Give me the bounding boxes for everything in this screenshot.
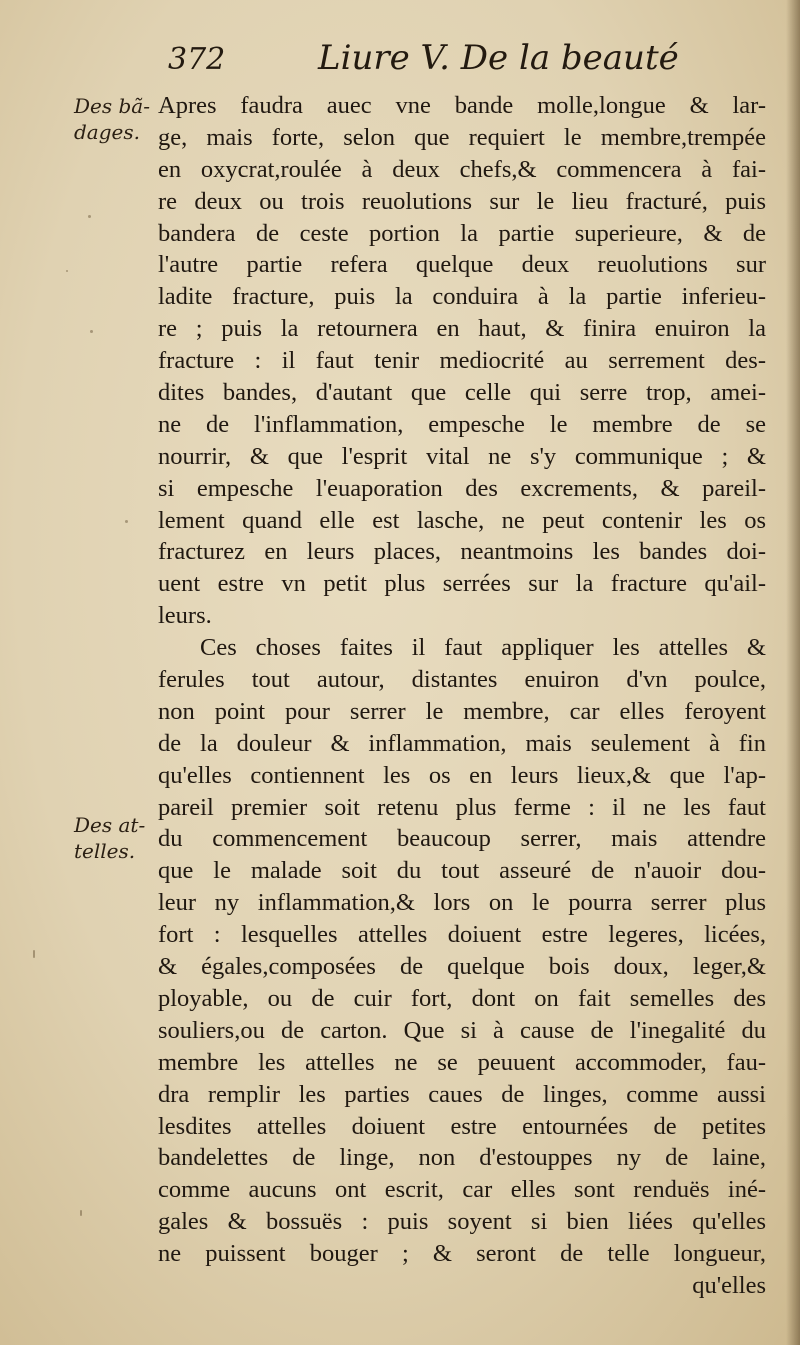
text-line: fracturez en leurs places, neantmoins les bandes doi- — [158, 538, 766, 566]
text-line: du commencement beaucoup serrer, mais attendre — [158, 825, 766, 853]
catchword: qu'elles — [692, 1271, 766, 1299]
text-line: qu'elles contiennent les os en leurs lieux,& que l'ap- — [158, 761, 766, 789]
text-line: pareil premier soit retenu plus ferme : il ne les faut — [158, 793, 766, 821]
text-line: re ; puis la retournera en haut, & finira enuiron la — [158, 315, 766, 343]
margin-note-bandages — [74, 93, 150, 145]
text-line: Apres faudra auec vne bande molle,longue & lar- — [158, 92, 766, 119]
paper-speck — [125, 520, 128, 523]
margin-note-line: telles. — [74, 839, 136, 863]
text-line: non point pour serrer le membre, car elles feroyent — [158, 697, 766, 725]
paper-speck — [80, 1210, 82, 1216]
text-line: bandera de ceste portion la partie superieure, & de — [158, 219, 766, 247]
text-line: en oxycrat,roulée à deux chefs,& commencera à fai- — [158, 155, 766, 183]
text-line: fracture : il faut tenir mediocrité au serrement des- — [158, 347, 766, 375]
text-line: dra remplir les parties caues de linges, comme aussi — [158, 1080, 766, 1108]
text-line: ladite fracture, puis la conduira à la partie inferieu- — [158, 283, 766, 311]
paper-speck — [33, 950, 35, 958]
body-text — [158, 90, 766, 1302]
paper-speck — [90, 330, 93, 333]
paper-speck — [88, 215, 91, 218]
text-line: souliers,ou de carton. Que si à cause de l'inegalité du — [158, 1016, 766, 1044]
margin-note-line: Des bã- — [74, 94, 150, 118]
text-line: si empesche l'euaporation des excrements, & pareil- — [158, 474, 766, 502]
text-line: & égales,composées de quelque bois doux, leger,& — [158, 953, 766, 981]
text-line: membre les attelles ne se peuuent accommoder, fau- — [158, 1048, 766, 1076]
text-line: leurs. — [158, 602, 212, 630]
text-line: comme aucuns ont escrit, car elles sont renduës iné- — [158, 1176, 766, 1204]
margin-note-line: dages. — [74, 120, 140, 144]
text-line: uent estre vn petit plus serrées sur la fracture qu'ail- — [158, 570, 766, 598]
text-line: gales & bossuës : puis soyent si bien liées qu'elles — [158, 1208, 766, 1236]
text-line: re deux ou trois reuolutions sur le lieu fracturé, puis — [158, 187, 766, 215]
text-line: ferules tout autour, distantes enuiron d'vn poulce, — [158, 666, 766, 694]
text-line: bandelettes de linge, non d'estouppes ny de laine, — [158, 1144, 766, 1172]
text-line: l'autre partie refera quelque deux reuolutions sur — [158, 251, 766, 279]
text-line: que le malade soit du tout asseuré de n'auoir dou- — [158, 857, 766, 885]
text-line: dites bandes, d'autant que celle qui serre trop, amei- — [158, 379, 766, 407]
text-line: ne de l'inflammation, empesche le membre de se — [158, 410, 766, 438]
text-line: de la douleur & inflammation, mais seulement à fin — [158, 729, 766, 757]
running-title: Liure V. De la beauté — [318, 38, 679, 78]
text-line: leur ny inflammation,& lors on le pourra serrer plus — [158, 889, 766, 917]
page-header — [168, 38, 728, 84]
text-line: nourrir, & que l'esprit vital ne s'y communique ; & — [158, 442, 766, 470]
margin-note-attelles — [74, 812, 145, 864]
text-line: ne puissent bouger ; & seront de telle longueur, — [158, 1240, 766, 1268]
page-number: 372 — [168, 42, 226, 77]
text-line: Ces choses faites il faut appliquer les attelles & — [200, 634, 766, 662]
text-line: fort : lesquelles attelles doiuent estre legeres, licées, — [158, 921, 766, 949]
text-line: ge, mais forte, selon que requiert le membre,trempée — [158, 123, 766, 151]
text-line: lesdites attelles doiuent estre entournées de petites — [158, 1112, 766, 1140]
text-line: ployable, ou de cuir fort, dont on fait semelles des — [158, 984, 766, 1012]
paper-speck — [66, 270, 68, 272]
text-line: lement quand elle est lasche, ne peut contenir les os — [158, 506, 766, 534]
gutter-shadow — [786, 0, 800, 1345]
margin-note-line: Des at- — [74, 813, 146, 837]
